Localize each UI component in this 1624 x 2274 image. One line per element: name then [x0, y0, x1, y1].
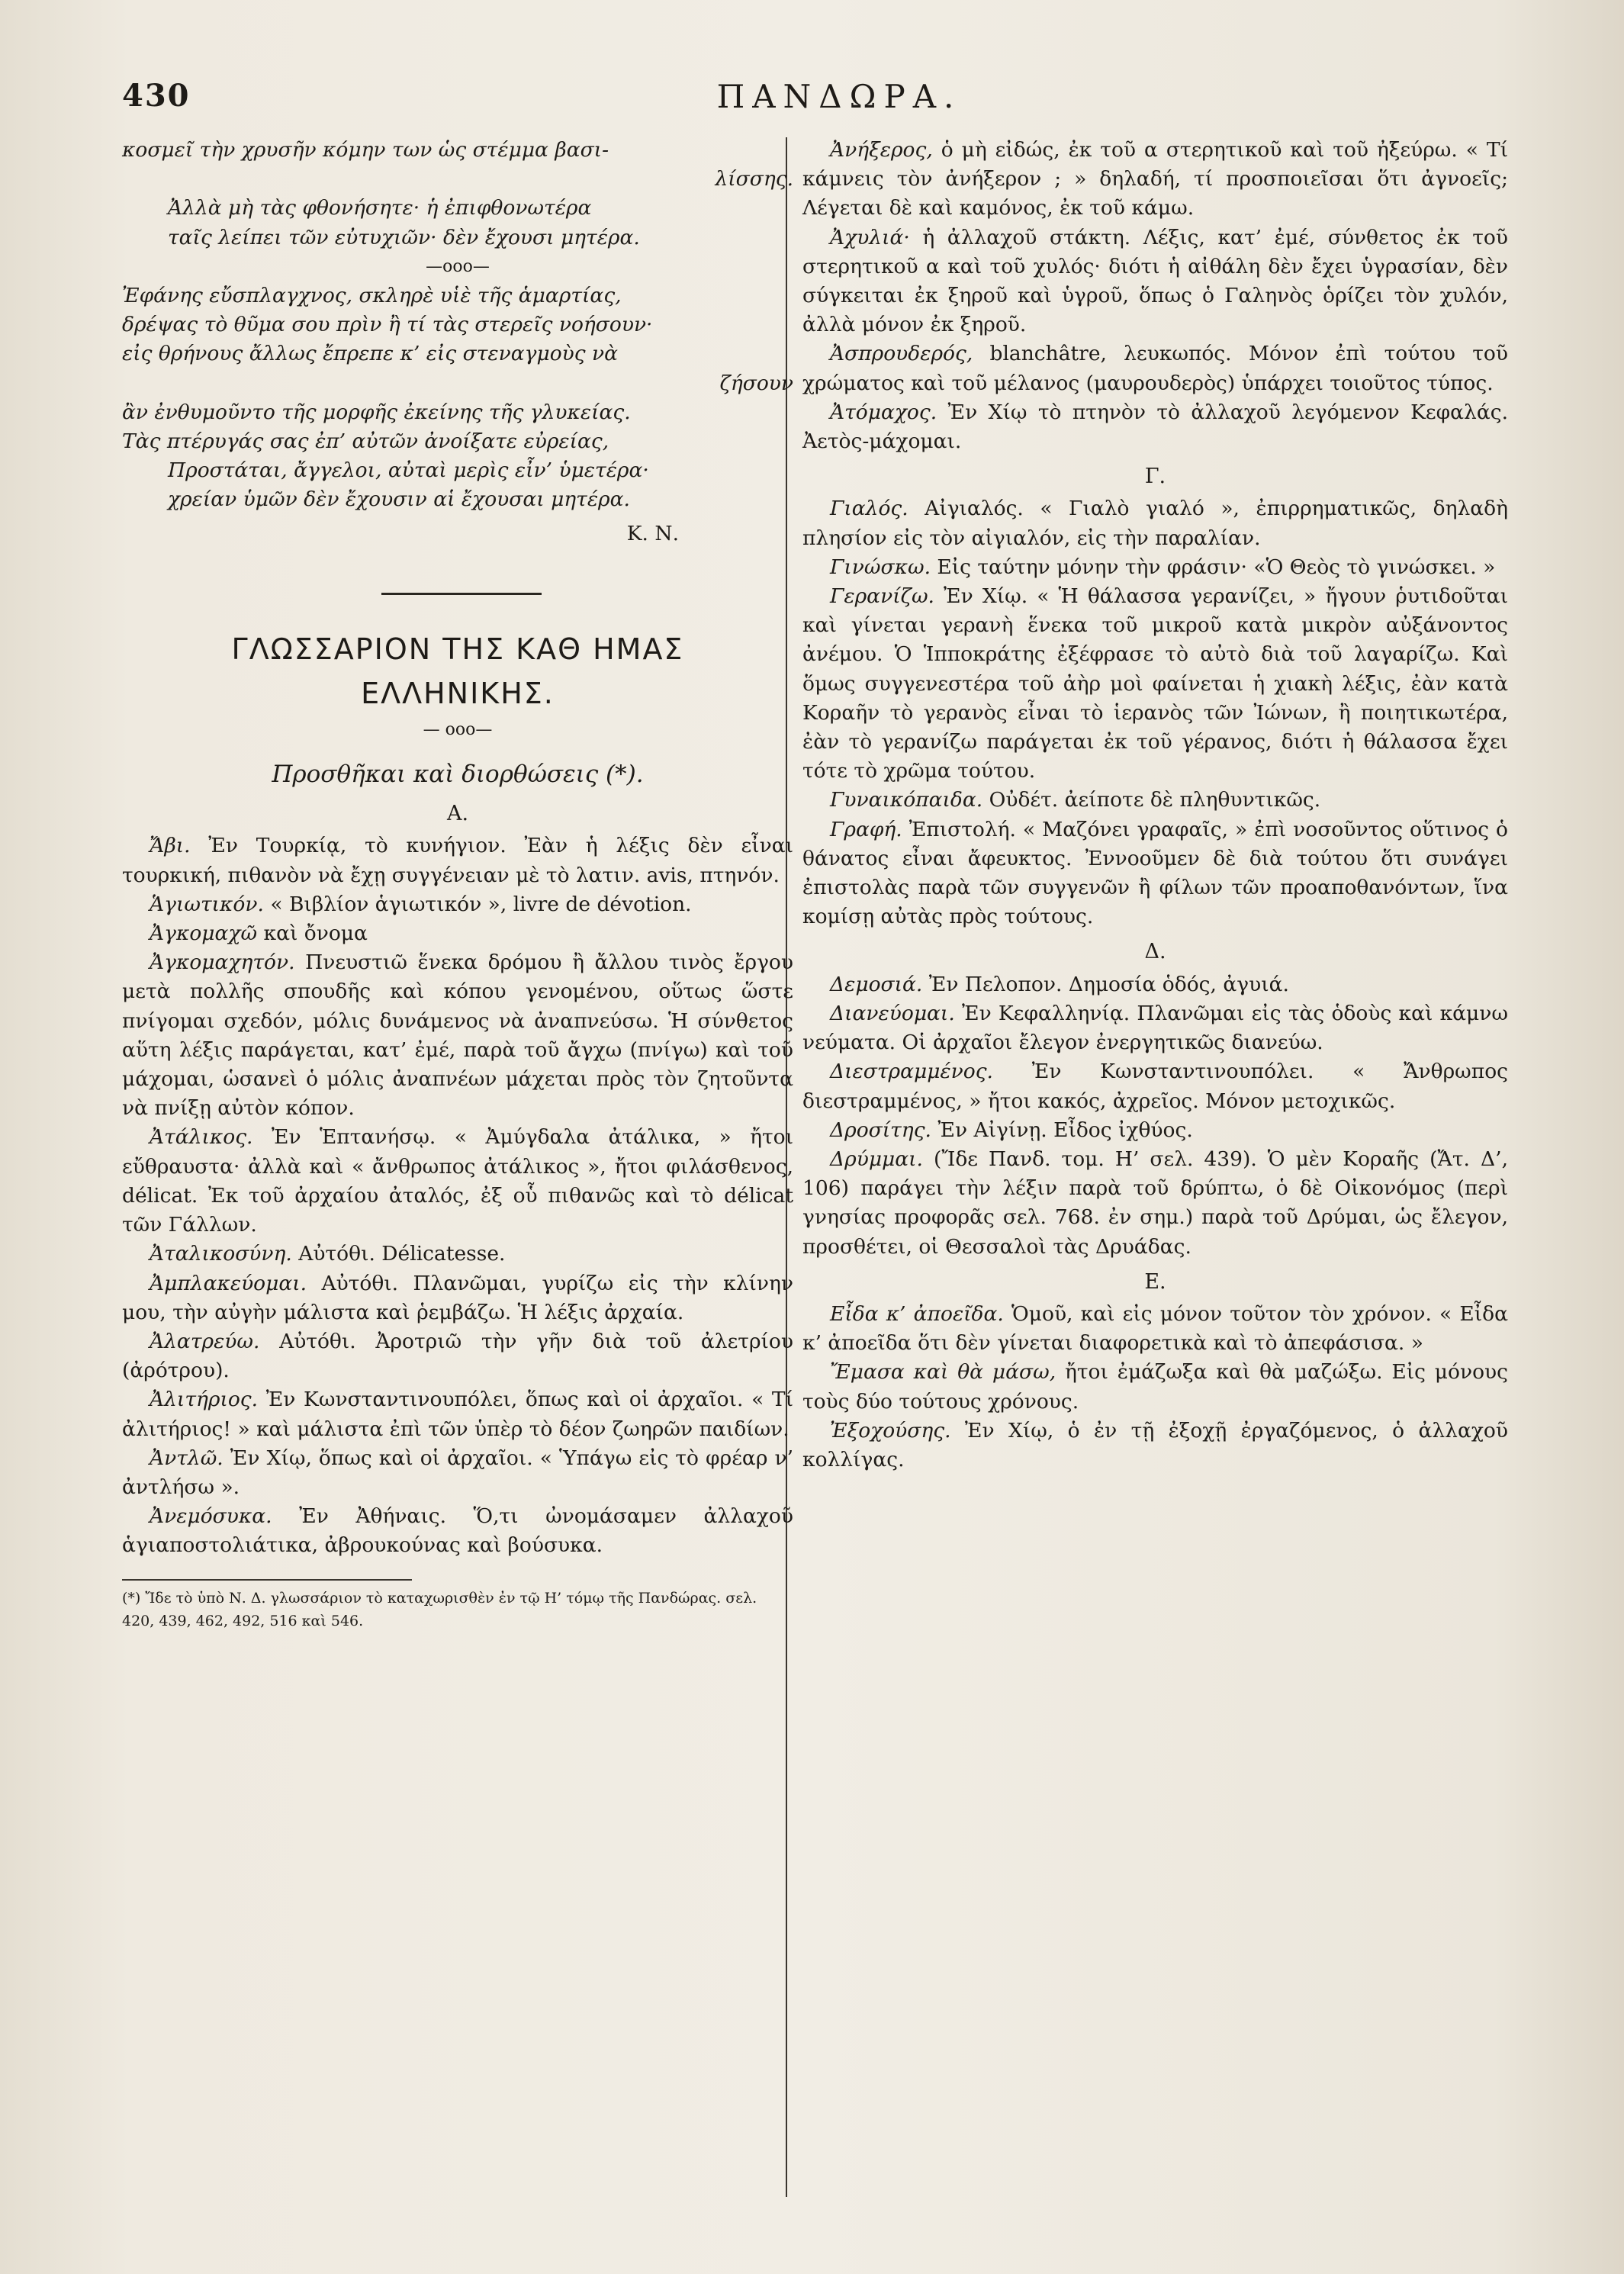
section-title: ΕΛΛΗΝΙΚΗΣ. — [361, 676, 555, 710]
glossary-list-g — [802, 494, 1508, 931]
headword: Γερανίζω. — [830, 584, 934, 609]
poem-line: ταῖς λείπει τῶν εὐτυχιῶν· δὲν ἔχουσι μητέρα. — [168, 225, 640, 249]
section-title: ΓΛΩΣΣΑΡΙΟΝ ΤΗΣ ΚΑΘ ΗΜΑΣ — [231, 632, 684, 666]
headword: Γυναικόπαιδα. — [830, 788, 983, 812]
glossary-entry — [802, 582, 1508, 786]
headword: Ἔμασα καὶ θὰ μάσω, — [830, 1360, 1056, 1385]
glossary-list-d — [802, 970, 1508, 1262]
definition: (Ἴδε Πανδ. τομ. Η’ σελ. 439). Ὁ μὲν Κοραῆς (Ἄτ. Δ’, 106) παράγει τὴν λέξιν παρὰ τοῦ δρύπτω, ὁ δὲ Οἰκονόμος (περὶ γνησίας προφορᾶς σελ. 768. ἐν σημ.) παρὰ τοῦ Δρύμαι, ὡς ἔλεγον, προσθέτει, οἱ Θεσσαλοὶ τὰς Δρυάδας. — [802, 1147, 1508, 1259]
glossary-entry — [122, 1502, 793, 1560]
glossary-entry — [802, 1145, 1508, 1262]
glossary-entry — [122, 1327, 793, 1385]
definition: Ὁμοῦ, καὶ εἰς μόνον τοῦτον τὸν χρόνον. « Εἶδα κ’ ἀποεῖδα ὅτι δὲν γίνεται διαφορετικὰ καὶ τὸ ἀπεφάσισα. » — [802, 1301, 1508, 1356]
headword: Ἀντλῶ. — [150, 1446, 224, 1470]
running-title: ΠΑΝΔΩΡΑ. — [716, 78, 962, 115]
poem-line: Ἀλλὰ μὴ τὰς φθονήσητε· ἡ ἐπιφθονωτέρα — [168, 196, 592, 220]
definition: Ἐν Χίῳ, ὅπως καὶ οἱ ἀρχαῖοι. « Ὑπάγω εἰς τὸ φρέαρ ν’ ἀντλήσω ». — [122, 1446, 793, 1499]
ornament-divider: — οοο— — [423, 719, 493, 739]
definition: Ἐν Χίῳ τὸ πτηνὸν τὸ ἀλλαχοῦ λεγόμενον Κεφαλάς. Ἀετὸς-μάχομαι. — [802, 400, 1508, 454]
headword: Ἀχυλιά· — [830, 225, 910, 249]
glossary-entry — [802, 999, 1508, 1057]
headword: Δρύμμαι. — [830, 1147, 923, 1171]
definition: Αὐτόθι. Délicatesse. — [291, 1242, 506, 1266]
definition: Αἰγιαλός. « Γιαλὸ γιαλό », ἐπιρρηματικῶς, δηλαδὴ πλησίον εἰς τὸν αἰγιαλόν, εἰς τὴν παραλίαν. — [802, 497, 1508, 550]
glossary-entry — [802, 494, 1508, 552]
definition: Ἐν Ἑπτανήσῳ. « Ἀμύγδαλα ἀτάλικα, » ἤτοι εὔθραυστα· ἀλλὰ καὶ « ἄνθρωπος ἀτάλικος », ἤτοι φιλάσθενος, délicat. Ἐκ τοῦ ἀρχαίου ἀταλός, ἐξ οὗ πιθανῶς καὶ τὸ délicat τῶν Γάλλων. — [122, 1125, 793, 1237]
headword: Δεμοσιά. — [830, 972, 923, 996]
glossary-entry — [802, 224, 1508, 340]
poem-line: δρέψας τὸ θῦμα σου πρὶν ἢ τί τὰς στερεῖς νοήσουν· — [122, 313, 653, 337]
glossary-entry — [122, 1123, 793, 1240]
definition: Εἰς ταύτην μόνην τὴν φράσιν· «Ὁ Θεὸς τὸ γινώσκει. » — [931, 555, 1496, 579]
glossary-entry — [802, 1417, 1508, 1475]
headword: Δροσίτης. — [830, 1118, 931, 1142]
poem-line: Τὰς πτέρυγάς σας ἐπ’ αὐτῶν ἀνοίξατε εὐρείας, — [122, 429, 609, 454]
poem-line: χρείαν ὑμῶν δὲν ἔχουσιν αἱ ἔχουσαι μητέρα. — [168, 487, 630, 512]
footnote-rule — [122, 1579, 412, 1581]
poem-line: Προστάται, ἄγγελοι, αὐταὶ μερὶς εἶν’ ὑμετέρα· — [168, 458, 649, 483]
glossary-entry — [122, 919, 793, 948]
glossary-entry — [802, 970, 1508, 999]
definition: Ἐν Κεφαλληνίᾳ. Πλανῶμαι εἰς τὰς ὁδοὺς καὶ κάμνω νεύματα. Οἱ ἀρχαῖοι ἔλεγον ἐνεργητικῶς διανεύω. — [802, 1001, 1508, 1055]
section-rule — [381, 593, 542, 595]
definition: Ἐν Πελοπον. Δημοσία ὁδός, ἀγυιά. — [922, 972, 1289, 996]
definition: ἡ ἀλλαχοῦ στάκτη. Λέξις, κατ’ ἐμέ, σύνθετος ἐκ τοῦ στερητικοῦ α καὶ τοῦ χυλός· διότι ἡ αἰθάλη δὲν ἔχει ὑγρασίαν, δὲν σύγκειται ἐκ ξηροῦ καὶ ὑγροῦ, ὅπως ὁ Γαληνὸς ὁρίζει τὸν χυλόν, ἀλλὰ μόνον ἐκ ξηροῦ. — [802, 225, 1508, 337]
glossary-entry — [122, 831, 793, 889]
headword: Γιαλός. — [830, 497, 908, 521]
poem-line: Ἐφάνης εὔσπλαγχνος, σκληρὲ υἱὲ τῆς ἁμαρτίας, — [122, 284, 622, 308]
glossary-entry — [122, 1385, 793, 1443]
ornament-divider: —οοο— — [426, 256, 490, 276]
glossary-entry — [802, 1057, 1508, 1115]
headword: Ἄβι. — [150, 834, 191, 858]
headword: Γραφή. — [830, 817, 902, 841]
definition: Ἐν Τουρκίᾳ, τὸ κυνήγιον. Ἐὰν ἡ λέξις δὲν εἶναι τουρκική, πιθανὸν νὰ ἔχῃ συγγένειαν μὲ τὸ λατιν. avis, πτηνόν. — [122, 834, 793, 887]
glossary-entry — [122, 948, 793, 1123]
glossary-entry — [802, 1116, 1508, 1145]
letter-heading: Α. — [446, 802, 469, 826]
definition: « Βιβλίον ἁγιωτικόν », livre de dévotion. — [263, 892, 692, 916]
glossary-entry — [802, 553, 1508, 582]
glossary-entry — [122, 890, 793, 919]
poem-line: ζήσουν — [719, 371, 793, 395]
glossary-list — [122, 831, 793, 1560]
headword: Ἀλατρεύω. — [150, 1329, 260, 1353]
glossary-entry — [802, 1358, 1508, 1416]
definition: Ἐν Χίῳ. « Ἡ θάλασσα γερανίζει, » ἤγουν ῥυτιδοῦται καὶ γίνεται γερανὴ ἕνεκα τοῦ μικροῦ κατὰ μικρὸν αὐξάνοντος ἀνέμου. Ὁ Ἱπποκράτης ἐξέφρασε τὸ αὐτὸ διὰ τοῦ λαγαρίζω. Καὶ ὅμως συγγενεστέρα τοῦ ἀὴρ μοὶ φαίνεται ἡ χιακὴ λέξις, ἐὰν κατὰ Κοραῆν τὸ γερανὸς εἶναι τὸ ἱερανὸς τῶν Ἰώνων, ἢ ποιητικωτέρα, ἐὰν τὸ γερανίζω παράγεται ἐκ τοῦ γέρανος, διότι ἡ θάλασσα ἔχει τότε τὸ χρῶμα τούτου. — [802, 584, 1508, 783]
headword: Ἀμπλακεύομαι. — [150, 1271, 307, 1295]
definition: Αὐτόθι. Ἀροτριῶ τὴν γῆν διὰ τοῦ ἀλετρίου (ἀρότρου). — [122, 1329, 793, 1383]
definition: Ἐν Χίῳ, ὁ ἐν τῇ ἐξοχῇ ἐργαζόμενος, ὁ ἀλλαχοῦ κολλίγας. — [802, 1418, 1508, 1472]
glossary-entry — [802, 398, 1508, 456]
headword: Ἀτόμαχος. — [830, 400, 937, 424]
headword: Ἀσπρουδερός, — [830, 342, 973, 366]
footnote: (*) Ἴδε τὸ ὑπὸ Ν. Δ. γλωσσάριον τὸ καταχωρισθὲν ἐν τῷ Η’ τόμῳ τῆς Πανδώρας. σελ. 420, 439, 462, 492, 516 καὶ 546. — [122, 1589, 757, 1629]
glossary-entry — [802, 1300, 1508, 1358]
right-column — [802, 136, 1508, 2243]
definition: Αὐτόθι. Πλανῶμαι, γυρίζω εἰς τὴν κλίνην μου, τὴν αὐγὴν μάλιστα καὶ ῥεμβάζω. Ἡ λέξις ἀρχαία. — [122, 1271, 793, 1324]
headword: Ἁγιωτικόν. — [150, 892, 264, 916]
definition: Ἐν Κωνσταντινουπόλει. « Ἄνθρωπος διεστραμμένος, » ἤτοι κακός, ἀχρεῖος. Μόνον μετοχικῶς. — [802, 1060, 1508, 1113]
headword: Ἀτάλικος. — [150, 1125, 253, 1150]
headword: Ἀνεμόσυκα. — [150, 1504, 272, 1529]
section-subtitle: Προσθῆκαι καὶ διορθώσεις (*). — [272, 761, 644, 789]
headword: Ἐξοχούσης. — [830, 1418, 951, 1443]
definition: ἤτοι ἐμάζωξα καὶ θὰ μαζώξω. Εἰς μόνους τοὺς δύο τούτους χρόνους. — [802, 1360, 1508, 1414]
glossary-entry — [122, 1444, 793, 1502]
letter-heading: Ε. — [1144, 1269, 1166, 1294]
letter-heading: Δ. — [1144, 940, 1166, 964]
page-header — [122, 78, 1556, 124]
glossary-list-a-continued — [802, 136, 1508, 456]
headword: Ἀνήξερος, — [830, 138, 933, 162]
glossary-list-e — [802, 1300, 1508, 1475]
letter-heading: Γ. — [1144, 465, 1166, 489]
headword: Ἀγκομαχητόν. — [150, 950, 295, 975]
poem-line: λίσσης. — [715, 167, 793, 191]
headword: Ἀλιτήριος. — [150, 1388, 259, 1412]
headword: Γινώσκω. — [830, 555, 931, 579]
definition: Πνευστιῶ ἕνεκα δρόμου ἢ ἄλλου τινὸς ἔργου μετὰ πολλῆς σπουδῆς καὶ κόπου γενομένου, οὕτως ὥστε πνίγομαι σχεδόν, μόλις δυνάμενος νὰ ἀναπνεύσω. Ἡ σύνθετος αὕτη λέξις παράγεται, κατ’ ἐμέ, παρὰ τοῦ ἄγχω (πνίγω) καὶ τοῦ μάχομαι, ὡσανεὶ ὁ μόλις ἀναπνέων μάχεται πρὸς τὸν ζητοῦντα νὰ πνίξῃ αὐτὸν κόπον. — [122, 950, 793, 1121]
glossary-entry — [802, 786, 1508, 815]
headword: Διανεύομαι. — [830, 1001, 955, 1025]
definition: Ἐν Ἀθήναις. Ὅ,τι ὠνομάσαμεν ἀλλαχοῦ ἁγιαποστολιάτικα, ἀβρουκούνας καὶ βούσυκα. — [122, 1504, 793, 1558]
poem-line: κοσμεῖ τὴν χρυσῆν κόμην των ὡς στέμμα βασι- — [122, 138, 609, 162]
headword: Διεστραμμένος. — [830, 1060, 993, 1084]
headword: Ἀταλικοσύνη. — [150, 1242, 292, 1266]
headword: Εἶδα κ’ ἀποεῖδα. — [830, 1301, 1004, 1326]
definition: Οὐδέτ. ἀείποτε δὲ πληθυντικῶς. — [982, 788, 1321, 812]
definition: καὶ ὄνομα — [257, 922, 368, 946]
left-column — [122, 136, 793, 2243]
page-number: 430 — [122, 78, 191, 114]
glossary-entry — [802, 815, 1508, 932]
glossary-entry — [122, 1240, 793, 1269]
definition: Ἐν Κωνσταντινουπόλει, ὅπως καὶ οἱ ἀρχαῖοι. « Τί ἀλιτήριος! » καὶ μάλιστα ἐπὶ τῶν ὑπὲρ τὸ δέον ζωηρῶν παιδίων. — [122, 1388, 793, 1441]
glossary-entry — [802, 339, 1508, 397]
definition: blanchâtre, λευκωπός. Μόνον ἐπὶ τούτου τοῦ χρώματος καὶ τοῦ μέλανος (μαυρουδερὸς) ὑπάρχει τοιοῦτος τύπος. — [802, 342, 1508, 395]
author-signature: Κ. Ν. — [626, 521, 679, 545]
definition: Ἐπιστολή. « Μαζόνει γραφαῖς, » ἐπὶ νοσοῦντος οὕτινος ὁ θάνατος εἶναι ἄφευκτος. Ἐννοοῦμεν δὲ διὰ τούτου ὅτι συνάγει ἐπιστολὰς παρὰ τῶν συγγενῶν ἢ φίλων τῶν προαποθανόντων, ἵνα κομίσῃ αὐτὰς πρὸς τούτους. — [802, 817, 1508, 929]
poem-line: εἰς θρήνους ἄλλως ἔπρεπε κ’ εἰς στεναγμοὺς νὰ — [122, 342, 619, 366]
definition: Ἐν Αἰγίνῃ. Εἶδος ἰχθύος. — [931, 1118, 1193, 1142]
glossary-entry — [802, 136, 1508, 224]
headword: Ἀγκομαχῶ — [150, 922, 258, 946]
poem-line: ἂν ἐνθυμοῦντο τῆς μορφῆς ἐκείνης τῆς γλυκείας. — [122, 400, 631, 424]
definition: ὁ μὴ εἰδώς, ἐκ τοῦ α στερητικοῦ καὶ τοῦ ἠξεύρω. « Τί κάμνεις τὸν ἀνήξερον ; » δηλαδή, τί προσποιεῖσαι ὅτι ἀγνοεῖς; Λέγεται δὲ καὶ καμόνος, ἐκ τοῦ κάμω. — [802, 138, 1508, 220]
glossary-entry — [122, 1269, 793, 1327]
